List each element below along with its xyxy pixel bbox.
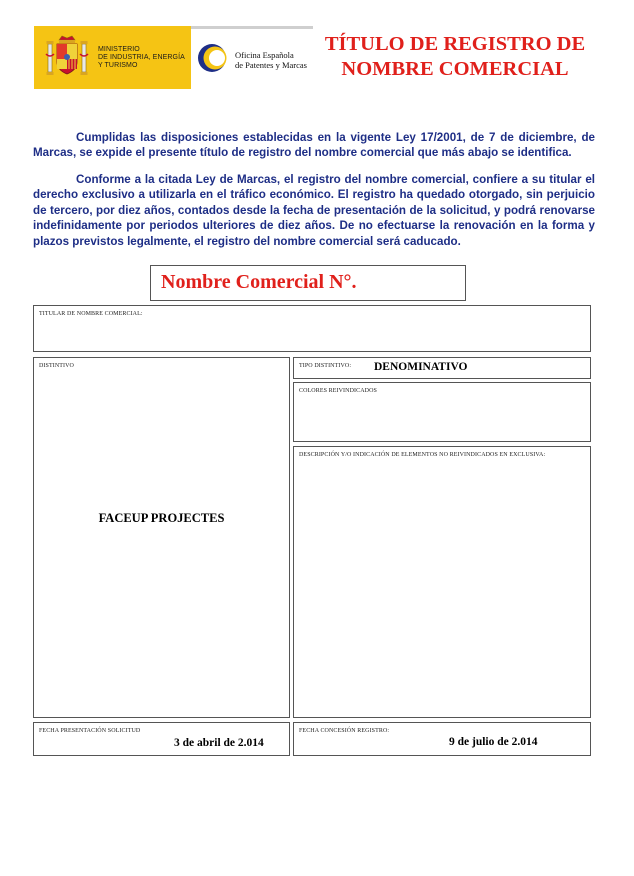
ministry-name: MINISTERIO DE INDUSTRIA, ENERGÍA Y TURISMO — [98, 46, 185, 69]
colores-field — [293, 382, 591, 442]
fecha-concesion-label: FECHA CONCESIÓN REGISTRO: — [299, 728, 390, 734]
fecha-concesion-field — [293, 722, 591, 756]
spain-coat-of-arms-icon — [45, 34, 89, 80]
descripcion-label: DESCRIPCIÓN Y/O INDICACIÓN DE ELEMENTOS NO REIVINDICADOS EN EXCLUSIVA: — [299, 452, 546, 458]
fecha-presentacion-field — [33, 722, 290, 756]
descripcion-field — [293, 446, 591, 718]
header-logos — [34, 26, 313, 89]
distintivo-label: DISTINTIVO — [39, 363, 74, 369]
ministry-logo-block — [34, 26, 191, 89]
colores-label: COLORES REIVINDICADOS — [299, 388, 377, 394]
titular-field — [33, 305, 591, 352]
document-title: TÍTULO DE REGISTRO DE NOMBRE COMERCIAL — [324, 33, 586, 80]
tipo-distintivo-field — [293, 357, 591, 379]
oepm-logo-block — [191, 26, 313, 89]
distintivo-value: FACEUP PROJECTES — [98, 511, 225, 525]
intro-paragraph: Cumplidas las disposiciones establecidas en la vigente Ley 17/2001, de 7 de diciembre, de Marcas, se expide el presente título de registro del nombre comercial que más abajo se identifica. — [33, 131, 595, 160]
distintivo-field — [33, 357, 290, 718]
oepm-logo-icon — [196, 42, 228, 74]
oepm-name: Oficina Española de Patentes y Marcas — [235, 50, 307, 70]
titular-label: TITULAR DE NOMBRE COMERCIAL: — [39, 311, 143, 317]
nombre-comercial-label: Nombre Comercial N°. — [161, 271, 357, 293]
fecha-presentacion-value: 3 de abril de 2.014 — [174, 737, 264, 749]
rights-paragraph: Conforme a la citada Ley de Marcas, el registro del nombre comercial, confiere a su titular el derecho exclusivo a utilizarla en el tráfico económico. El registro ha quedado otorgado, sin perjuicio de tercero, por diez años, contados desde la fecha de presentación de la solicitud, y podrá renovarse indefinidamente por periodos ulteriores de diez años. De no efectuarse la renovación en la forma y plazos previstos legalmente, el registro del nombre comercial será caducado. — [33, 173, 595, 248]
fecha-presentacion-label: FECHA PRESENTACIÓN SOLICITUD — [39, 728, 141, 734]
tipo-distintivo-value: DENOMINATIVO — [374, 361, 468, 373]
tipo-distintivo-label: TIPO DISTINTIVO: — [299, 363, 352, 369]
nombre-comercial-box — [150, 265, 466, 301]
fecha-concesion-value: 9 de julio de 2.014 — [449, 736, 538, 748]
